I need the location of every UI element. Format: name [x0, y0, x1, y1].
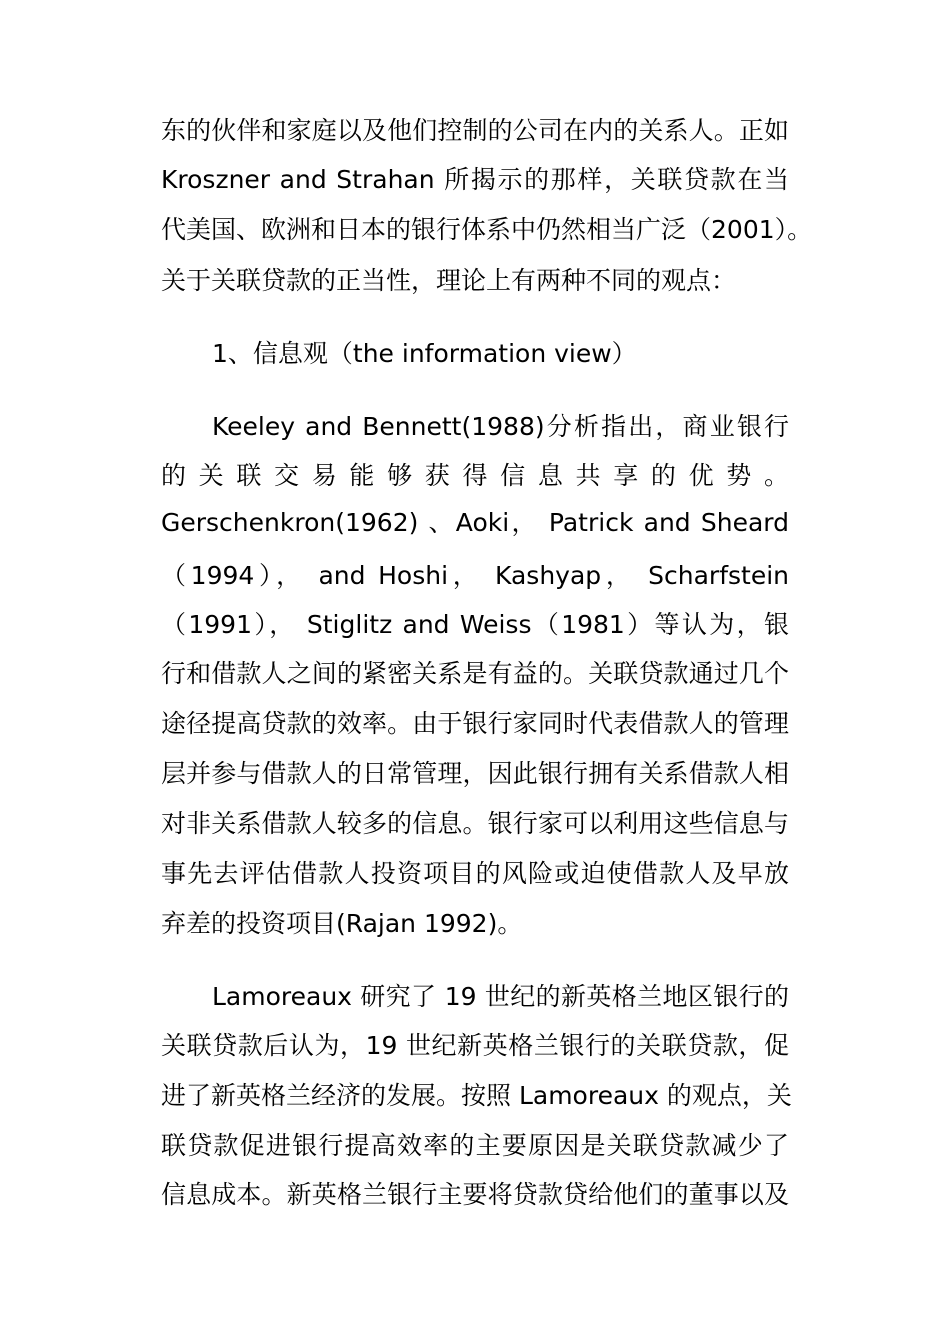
- text-line: 东的伙伴和家庭以及他们控制的公司在内的关系人。正如: [161, 116, 789, 145]
- text-line: 的 关 联 交 易 能 够 获 得 信 息 共 享 的 优 势 。: [161, 461, 789, 490]
- section-heading: 1、信息观（the information view）: [212, 339, 637, 368]
- text-line: 层并参与借款人的日常管理，因此银行拥有关系借款人相: [161, 759, 789, 788]
- text-line: 关联贷款后认为，19 世纪新英格兰银行的关联贷款，促: [161, 1031, 789, 1060]
- text-line: 途径提高贷款的效率。由于银行家同时代表借款人的管理: [161, 709, 789, 738]
- text-line: 关于关联贷款的正当性，理论上有两种不同的观点：: [161, 266, 737, 295]
- text-line: Lamoreaux 研究了 19 世纪的新英格兰地区银行的: [212, 982, 789, 1011]
- text-line: Kroszner and Strahan 所揭示的那样，关联贷款在当: [161, 165, 789, 194]
- text-line: 代美国、欧洲和日本的银行体系中仍然相当广泛（2001）。: [161, 215, 813, 244]
- text-line: 进了新英格兰经济的发展。按照 Lamoreaux 的观点，关: [161, 1081, 792, 1110]
- text-line: Keeley and Bennett(1988)分析指出，商业银行: [212, 412, 789, 441]
- text-line: 联贷款促进银行提高效率的主要原因是关联贷款减少了: [161, 1131, 789, 1160]
- text-line: 信息成本。新英格兰银行主要将贷款贷给他们的董事以及: [161, 1180, 789, 1209]
- text-line: 对非关系借款人较多的信息。银行家可以利用这些信息与: [161, 809, 789, 838]
- text-line: （1991）， Stiglitz and Weiss（1981）等认为，银: [161, 610, 789, 639]
- text-line: 弃差的投资项目(Rajan 1992)。: [161, 909, 523, 938]
- text-line: 行和借款人之间的紧密关系是有益的。关联贷款通过几个: [161, 659, 789, 688]
- text-line: 事先去评估借款人投资项目的风险或迫使借款人及早放: [161, 859, 789, 888]
- text-line: Gerschenkron(1962) 、Aoki， Patrick and Sheard: [161, 508, 789, 537]
- text-line: （1994）， and Hoshi， Kashyap， Scharfstein: [161, 561, 789, 590]
